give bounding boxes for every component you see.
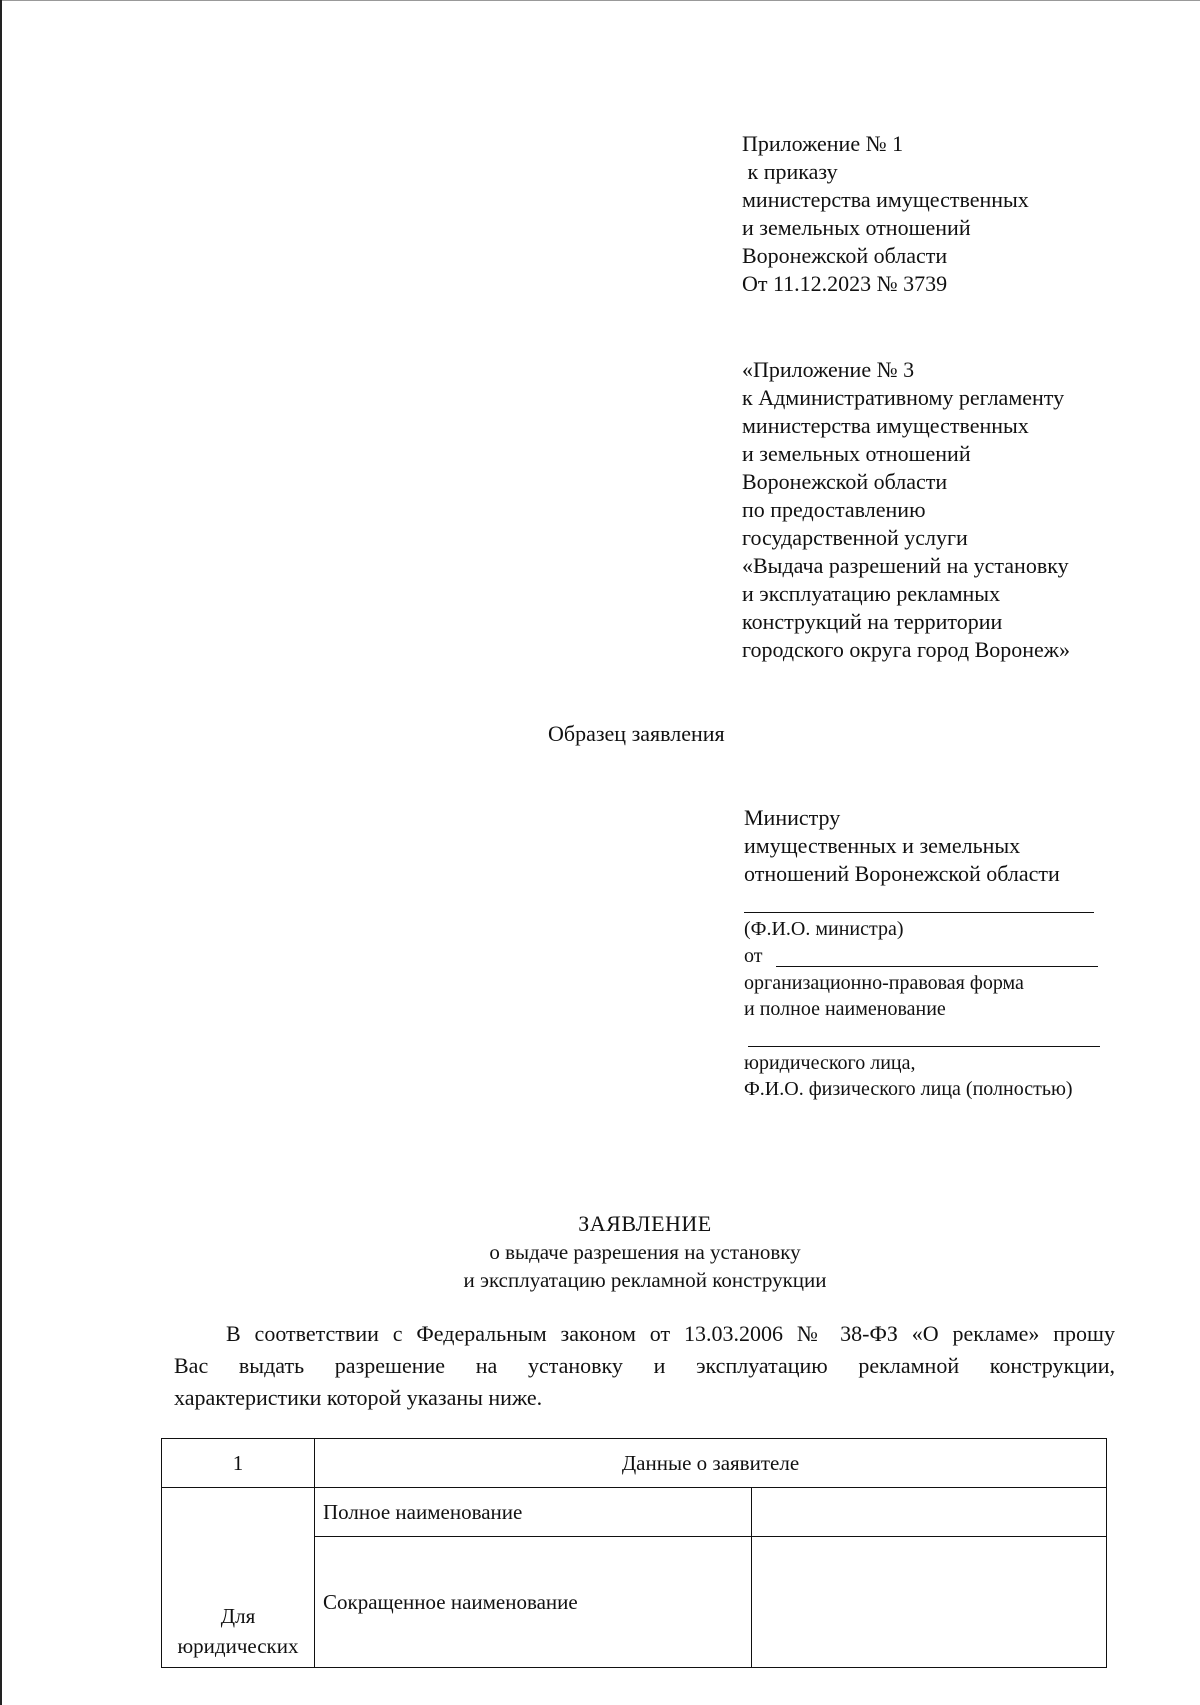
applicant-type-line: Для — [220, 1604, 256, 1628]
applicant-type-cell — [162, 1488, 315, 1668]
application-body — [174, 1318, 1115, 1414]
minister-fio-hint: (Ф.И.О. министра) — [744, 918, 904, 940]
appendix-1-line: От 11.12.2023 № 3739 — [742, 271, 948, 296]
appendix-3-block — [742, 356, 1070, 664]
application-title — [380, 1210, 910, 1294]
application-subtitle: о выдаче разрешения на установку — [489, 1240, 801, 1264]
appendix-1-line: министерства имущественных — [742, 187, 1029, 212]
full-name-label-cell: Полное наименование — [315, 1488, 752, 1537]
appendix-1-line: Приложение № 1 — [742, 131, 904, 156]
body-line: В соответствии с Федеральным законом от 13.03.2006 № 38-ФЗ «О рекламе» прошу — [226, 1321, 1115, 1346]
appendix-3-line: государственной услуги — [742, 525, 968, 550]
legal-entity-hint: юридического лица, — [744, 1052, 916, 1074]
appendix-3-line: «Выдача разрешений на установку — [742, 553, 1069, 578]
section-header-cell: Данные о заявителе — [315, 1439, 1107, 1488]
application-subtitle: и эксплуатацию рекламной конструкции — [463, 1268, 827, 1292]
table-row — [162, 1439, 1107, 1488]
appendix-1-line: и земельных отношений — [742, 215, 971, 240]
applicant-data-table — [161, 1438, 1107, 1668]
addressee-block — [744, 804, 1060, 888]
from-label: от — [744, 945, 763, 967]
addressee-line: имущественных и земельных — [744, 833, 1021, 858]
appendix-3-line: и земельных отношений — [742, 441, 971, 466]
application-heading: ЗАЯВЛЕНИЕ — [578, 1211, 712, 1236]
applicant-name-fill-line[interactable] — [748, 1046, 1100, 1047]
appendix-3-line: Воронежской области — [742, 469, 948, 494]
full-name-value-cell[interactable] — [752, 1488, 1107, 1537]
addressee-line: Министру — [744, 805, 841, 830]
appendix-1-line: Воронежской области — [742, 243, 948, 268]
section-number-cell: 1 — [162, 1439, 315, 1488]
minister-name-fill-line[interactable] — [744, 912, 1094, 913]
body-line: характеристики которой указаны ниже. — [174, 1385, 543, 1410]
appendix-3-line: и эксплуатацию рекламных — [742, 581, 1001, 606]
appendix-1-block — [742, 130, 1029, 298]
org-form-hint: организационно-правовая форма — [744, 972, 1024, 994]
short-name-value-cell[interactable] — [752, 1537, 1107, 1668]
table-row — [162, 1488, 1107, 1537]
short-name-label-cell: Сокращенное наименование — [315, 1537, 752, 1668]
addressee-line: отношений Воронежской области — [744, 861, 1060, 886]
appendix-1-line: к приказу — [742, 159, 838, 184]
appendix-3-line: к Административному регламенту — [742, 385, 1065, 410]
body-line: Вас выдать разрешение на установку и эксплуатацию рекламной конструкции, — [174, 1353, 1115, 1378]
applicant-fill-line[interactable] — [776, 966, 1098, 967]
appendix-3-line: министерства имущественных — [742, 413, 1029, 438]
scan-edge-top — [0, 0, 1200, 1]
applicant-type-line: юридических — [177, 1634, 299, 1658]
scan-edge-left — [0, 0, 2, 1705]
sample-label: Образец заявления — [548, 721, 725, 746]
appendix-3-line: по предоставлению — [742, 497, 926, 522]
appendix-3-line: городского округа город Воронеж» — [742, 637, 1070, 662]
appendix-3-line: конструкций на территории — [742, 609, 1003, 634]
individual-name-hint: Ф.И.О. физического лица (полностью) — [744, 1078, 1073, 1100]
org-name-hint: и полное наименование — [744, 998, 946, 1020]
appendix-3-line: «Приложение № 3 — [742, 357, 915, 382]
